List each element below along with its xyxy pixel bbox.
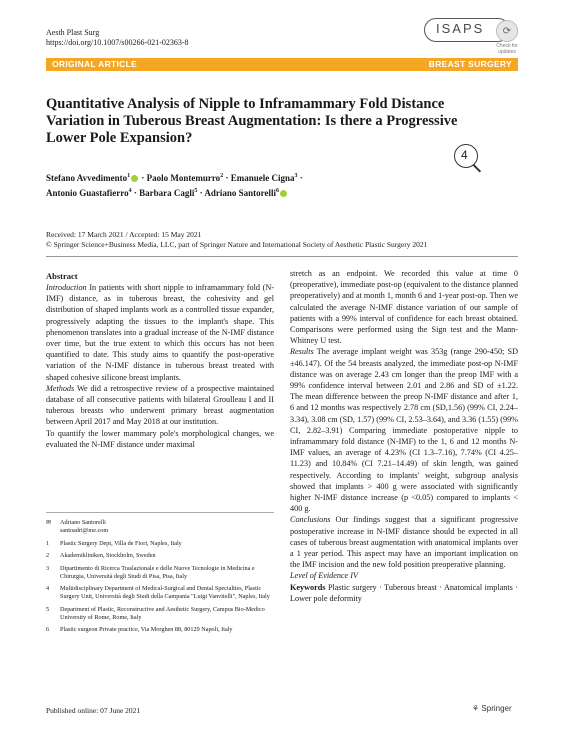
affiliation-text: Plastic surgeon Private practice, Via Morghen 88, 80129 Napoli, Italy [60,626,233,634]
divider [46,256,518,257]
footnote-item [46,626,274,634]
banner-right-label: BREAST SURGERY [428,59,512,69]
affiliation-text: Department of Plastic, Reconstructive and Aesthetic Surgery, Campus Bio-Medico University of Rome, Rome, Italy [60,605,265,621]
methods-paragraph [46,383,274,428]
abstract-column-left [46,270,274,453]
keywords-label: Keywords [290,582,326,592]
footnote-mark: 3 [46,564,50,572]
journal-header [46,28,189,48]
author-list [46,170,406,200]
results-paragraph [290,346,518,514]
author-affil: 2 [220,173,224,179]
publisher-name: Springer [481,704,512,713]
copyright-line: © Springer Science+Business Media, LLC, part of Springer Nature and International Society of Aesthetic Plastic Surgery 2021 [46,240,428,249]
abstract-column-right [290,268,518,604]
corresponding-author[interactable]: Adriano Santorelli santoadri@me.com [60,519,109,535]
check-updates-label: Check for updates [496,43,518,55]
footnote-mark: 5 [46,605,50,613]
author-name[interactable]: Emanuele Cigna [230,173,295,183]
article-dates [46,230,518,250]
isaps-logo-text: ISAPS [436,21,485,36]
footnote-item [46,540,274,548]
footnote-mark: 4 [46,585,50,593]
doi-link[interactable]: https://doi.org/10.1007/s00266-021-02363-8 [46,38,189,47]
author-affil: 5 [194,188,198,194]
methods-text: We did a retrospective review of a prospective maintained database of all consecutive patients with bilateral Groulleau I and II tuberous breasts who underwent primary breast augmentation between April 2017 and May 2018 at our institution. [46,383,274,427]
results-label: Results [290,347,314,357]
affiliation-text: Multidisciplinary Department of Medical-Surgical and Dental Specialties, Plastic Surgery Unit, Università degli Studi della Campania "Luigi Vanvitelli", Naples, Italy [60,585,270,601]
mail-icon: ✉ [46,519,52,526]
footnote-mark: 2 [46,552,50,560]
orcid-icon[interactable] [280,190,287,197]
affiliation-text: Akademikliniken, Stockholm, Sweden [60,552,156,560]
citation-badge-icon[interactable] [454,144,478,168]
conclusions-text: Our findings suggest that a significant progressive postoperative increase in N-IMF distance should be expected in all cases of tuberous breast augmentation with anatomical implants over a 1 year period. This aspect may have an important implication on the IMF incision and the new fold position preoperative planning. [290,515,519,570]
article-title: Quantitative Analysis of Nipple to Inframammary Fold Distance Variation in Tuberous Breast Augmentation: Is there a Progressive Lower Pole Expansion? [46,96,458,146]
keywords-paragraph [290,582,518,604]
conclusions-paragraph [290,514,518,570]
author-name[interactable]: Antonio Guastafierro [46,188,129,198]
author-affil: 3 [294,173,298,179]
level-of-evidence [290,570,518,581]
springer-logo: ⚘ Springer [472,704,512,713]
abstract-heading: Abstract [46,271,78,281]
footnote-item [46,606,274,622]
orcid-icon[interactable] [131,175,138,182]
check-for-updates-button[interactable] [493,20,521,60]
introduction-paragraph [46,282,274,383]
banner-left-label: ORIGINAL ARTICLE [52,59,138,69]
author-affil: 4 [128,188,132,194]
introduction-label: Introduction [46,283,87,292]
footnote-item [46,585,274,601]
methods-paragraph-2 [46,428,274,454]
affiliation-text: Plastic Surgery Dept, Villa de Fiori, Naples, Italy [60,539,182,547]
author-affil: 6 [275,188,279,194]
keywords-text: Plastic surgery · Tuberous breast · Anatomical implants · Lower pole deformity [290,582,519,603]
footnote-item [46,565,274,581]
author-affil: 1 [127,173,131,179]
journal-name: Aesth Plast Surg [46,28,100,37]
methods-continued: stretch as an endpoint. We recorded this value at time 0 (preoperative), immediate post-op (equivalent to the distance planned preoperatively) and at month 1, month 6 and 1-year post-op. Then we calculated the average N-IMF distance variation of our sample of patients with a 99% interval of confidence for each breast obtained. Comparisons were performed using the Sign test and the Mann-Whitney U test. [290,269,518,346]
author-name[interactable]: Barbara Cagli [139,188,195,198]
author-line-1: Stefano Avvedimento$^1$ · Paolo Montemurro$^2$ · Emanuele Cigna$^3$ · [46,173,303,183]
published-date: Published online: 07 June 2021 [46,706,141,715]
footnote-mark: 1 [46,539,50,547]
article-type-banner [46,58,518,71]
introduction-text: In patients with short nipple to inframammary fold (N-IMF) distance, as in tuberous breast, the cohesivity and gel distribution of shaped implants work as a controlled tissue expander, progressively adapting the tissues to the implant's shape. This phenomenon translates into a gradual increase of the N-IMF distance over time, but the true extent to which this occurs has not been quantified to date. This study aims to quantify the post-operative variation of the N-IMF distance in tuberous breast treated with shaped cohesive silicone breast implants. [46,283,274,382]
magnifier-handle [473,164,481,172]
affiliation-text: Dipartimento di Ricerca Traslazionale e delle Nuove Tecnologie in Medicina e Chirurgia, Università degli Studi di Pisa, Pisa, Italy [60,564,255,580]
check-updates-icon: ⟳ [496,20,518,42]
author-name[interactable]: Stefano Avvedimento [46,173,128,183]
methods-text-2: To quantify the lower mammary pole's morphological changes, we evaluated the N-IMF distance under maximal [46,428,274,449]
footnote-item [46,552,274,560]
results-text: The average implant weight was 353g (range 290-450; SD ±46.147). Of the 54 breasts analyzed, the immediate post-op N-IMF distance was on average 2.43 cm longer than the preop IMF with a 99% confidence interval between 2.01 and 2.86 and SD of ±1.22. The mean difference between the preop N-IMF distance and after 1, 6 and 12 months was respectively 2.78 cm (SD,1.56) (99% CI, 2.24–3.34), 3.08 cm (SD, 1.57) (99% CI, 2.53–3.64), and 3.36 (1.55) (99% CI, 2.82–3.91) Comparing immediate postoperative nipple to inframammary fold distance (N-IMF) to the 1, 6 and 12 months N-IMF values, an average of 4.23% (CI 1.3–7.16), 7.74% (CI 4.25–11.23) and 10.84% (CI 7.21–14.49) of skin length, was gained respectively. According to implants' weight, subgroup analysis showed that implants > 400 g were associated with significantly higher N-IMF distance increase (p <0.05) compared to implants < 400 g. [290,347,518,514]
author-name[interactable]: Adriano Santorelli [204,188,276,198]
footnote-item [46,519,274,535]
methods-label: Methods [46,383,75,393]
author-line-2: Antonio Guastafierro$^4$ · Barbara Cagli$^5$ · Adriano Santorelli$^6$ [46,185,406,200]
affiliations [46,519,274,639]
level-label: Level of Evidence IV [290,571,358,581]
author-name[interactable]: Paolo Montemurro [146,173,221,183]
conclusions-label: Conclusions [290,515,331,525]
footnote-mark: 6 [46,626,50,634]
footnote-divider [46,512,274,513]
received-accepted: Received: 17 March 2021 / Accepted: 15 May 2021 [46,230,202,239]
citation-badge-number: 4 [461,148,468,162]
